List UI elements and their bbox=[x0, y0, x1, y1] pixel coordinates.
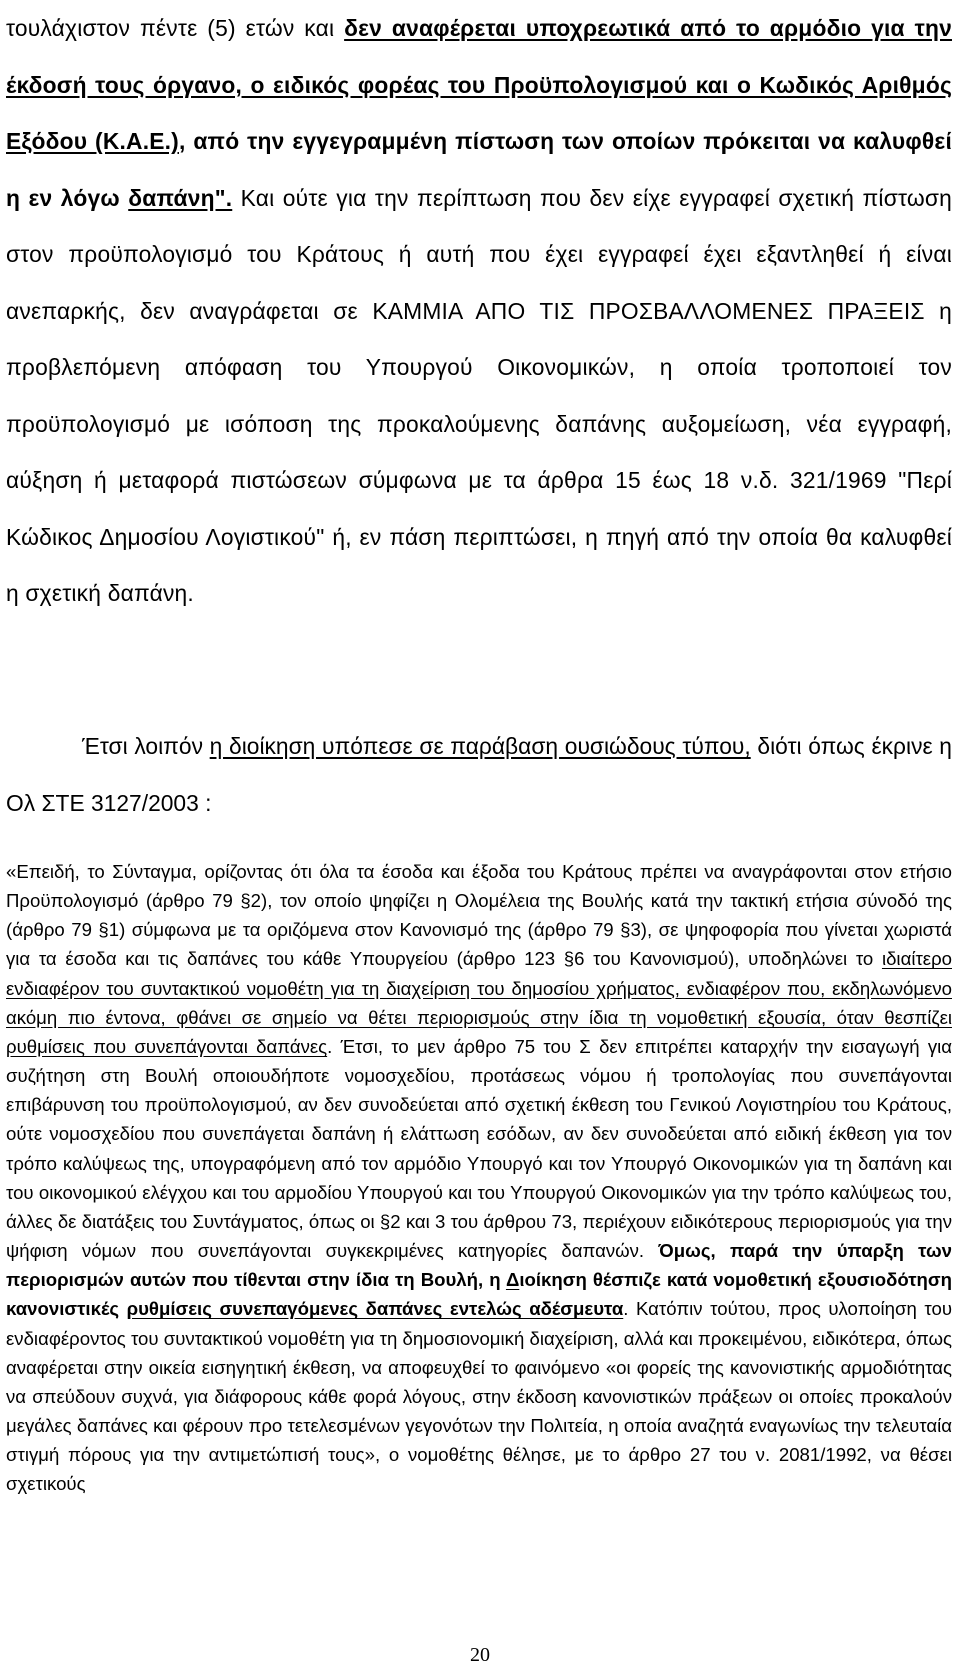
paragraph-1 bbox=[6, 0, 952, 622]
paragraph-1-bold: , από την εγγεγραμμένη πίστωση των οποίων πρόκειται να καλυφθεί η εν λόγω bbox=[6, 128, 952, 211]
page-number: 20 bbox=[470, 1644, 490, 1666]
paragraph-1-text-continued: Και ούτε για την περίπτωση που δεν είχε εγγραφεί σχετική πίστωση στον προϋπολογισμό του Κράτους ή αυτή που έχει εγγραφεί έχει εξαντληθεί ή είναι ανεπαρκής, δεν αναγράφεται σε ΚΑΜΜΙΑ ΑΠΟ ΤΙΣ ΠΡΟΣΒΑΛΛΟΜΕΝΕΣ ΠΡΑΞΕΙΣ η προβλεπόμενη απόφαση του Υπουργού Οικονομικών, η οποία τροποποιεί τον προϋπολογισμό με ισόποση της προκαλούμενης δαπάνης αυξομείωση, νέα εγγραφή, αύξηση ή μεταφορά πιστώσεων σύμφωνα με τα άρθρα 15 έως 18 ν.δ. 321/1969 "Περί Κώδικος Δημοσίου Λογιστικού" ή, εν πάση περιπτώσει, η πηγή από την οποία θα καλυφθεί η σχετική δαπάνη. bbox=[6, 184, 952, 606]
paragraph-1-emphasis: δεν αναφέρεται υποχρεωτικά από το αρμόδιο για την έκδοσή τους όργανο, ο ειδικός φορέας του Προϋπολογισμού και ο Κωδικός Αριθμός Εξόδου (Κ.Α.Ε.) bbox=[6, 15, 952, 154]
quote-underlined: ιδιαίτερο ενδιαφέρον του συντακτικού νομοθέτη για τη διαχείριση του δημοσίου χρήματος, ενδιαφέρον που, εκδηλωνόμενο ακόμη πιο έντονα, φθάνει σε σημείο να θέτει περιορισμούς στην ίδια τη νομοθετική εξουσία, όταν θεσπίζει ρυθμίσεις που συνεπάγονται δαπάνες bbox=[6, 948, 952, 1057]
paragraph-1-text: τουλάχιστον πέντε (5) ετών και bbox=[6, 15, 345, 41]
quote-text-3: . Κατόπιν τούτου, προς υλοποίηση του ενδιαφέροντος του συντακτικού νομοθέτη για τη δημοσιονομική διαχείριση, αλλά και προκειμένου, ειδικότερα, όπως αναφέρεται στην οικεία εισηγητική έκθεση, να αποφευχθεί το φαινόμενο «οι φορείς της κανονιστικής αρμοδιότητας να σπεύδουν συχνά, για διάφορους κάθε φορά λόγους, στην έκδοση κανονιστικών πράξεων οι οποίες προκαλούν μεγάλες δαπάνες και φέρουν προ τετελεσμένων γεγονότων την Πολιτεία, η οποία αναζητά εναγωνίως την τελευταία στιγμή πόρους για την αντιμετώπισή τους», ο νομοθέτης θέλησε, με το άρθρο 27 του ν. 2081/1992, να θέσει σχετικούς bbox=[6, 1298, 952, 1495]
paragraph-2 bbox=[6, 718, 952, 831]
quote-text: «Επειδή, το Σύνταγμα, ορίζοντας ότι όλα τα έσοδα και έξοδα του Κράτους πρέπει να αναγράφονται στον ετήσιο Προϋπολογισμό (άρθρο 79 §2), τον οποίο ψηφίζει η Ολομέλεια της Βουλής κατά την τακτική ετήσια σύνοδό της (άρθρο 79 §1) σύμφωνα με τα οριζόμενα στον Κανονισμό της (άρθρο 79 §3), σε ψηφοφορία που γίνεται χωριστά για τα έσοδα και τις δαπάνες του κάθε Υπουργείου (άρθρο 123 §6 του Κανονισμού), υποδηλώνει το bbox=[6, 861, 952, 970]
quote-bold-underlined: Δ bbox=[505, 1269, 520, 1291]
quoted-ruling bbox=[6, 857, 952, 1498]
quote-bold: Όμως, παρά την ύπαρξη των περιορισμών αυτών που τίθενται στην ίδια τη Βουλή, η bbox=[6, 1240, 952, 1291]
quote-text-2: . Έτσι, το μεν άρθρο 75 του Σ δεν επιτρέπει καταρχήν την εισαγωγή για συζήτηση στη Βουλή οποιουδήποτε νομοσχεδίου, προτάσεως νόμου ή τροπολογίας που συνεπάγονται επιβάρυνση του προϋπολογισμού, αν δεν συνοδεύεται από σχετική έκθεση του Γενικού Λογιστηρίου του Κράτους, ούτε νομοσχεδίου που συνεπάγεται δαπάνη ή ελάττωση εσόδων, αν δεν συνοδεύεται από ειδική έκθεση για τον τρόπο καλύψεως της, υπογραφόμενη από τον αρμόδιο Υπουργό και τον Υπουργό Οικονομικών για τη δαπάνη και του οικονομικού ελέγχου και του αρμοδίου Υπουργού και του Υπουργού Οικονομικών για την τρόπο καλύψεως του, άλλες δε διατάξεις του Συντάγματος, όπως οι §2 και 3 του άρθρου 73, περιέχουν ειδικότερους περιορισμούς για την ψήφιση νόμων που συνεπάγονται συγκεκριμένες κατηγορίες δαπανών. bbox=[6, 1035, 953, 1262]
quote-bold-underlined-2: ρυθμίσεις συνεπαγόμενες δαπάνες εντελώς αδέσμευτα bbox=[126, 1298, 624, 1320]
paragraph-1-emphasis-end: δαπάνη". bbox=[128, 184, 233, 211]
quote-bold-2: ιοίκηση θέσπιζε κατά νομοθετική εξουσιοδότηση κανονιστικές bbox=[6, 1269, 952, 1320]
paragraph-2-text-end: διότι όπως έκρινε η Ολ ΣΤΕ 3127/2003 : bbox=[6, 733, 952, 816]
paragraph-2-underlined: η διοίκηση υπόπεσε σε παράβαση ουσιώδους τύπου, bbox=[209, 733, 751, 759]
paragraph-2-text: Έτσι λοιπόν bbox=[82, 733, 210, 759]
